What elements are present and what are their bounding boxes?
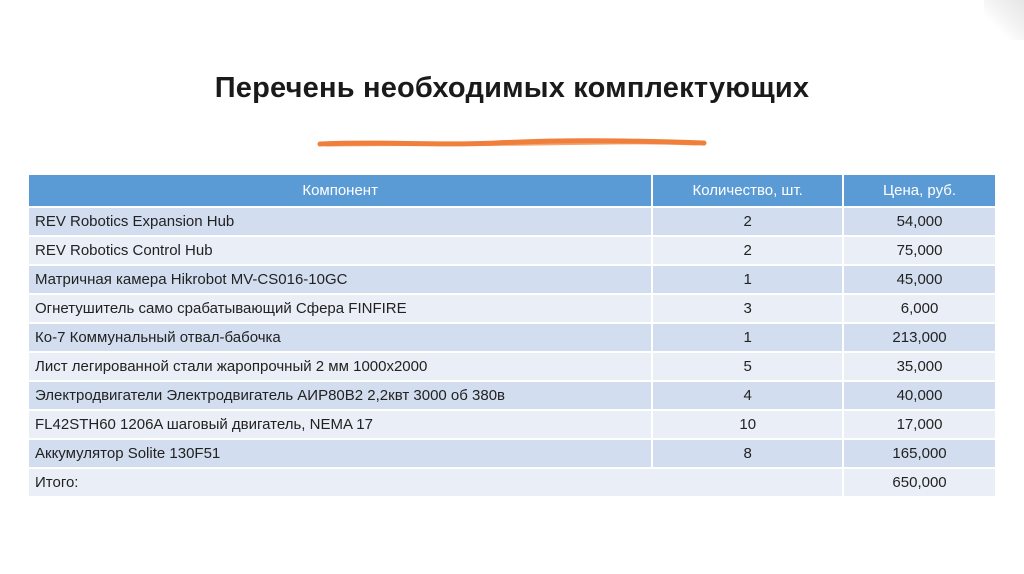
table-row — [28, 439, 996, 468]
slide-title: Перечень необходимых комплектующих — [214, 72, 810, 104]
cell-price: 6,000 — [843, 294, 996, 323]
header-price: Цена, руб. — [843, 174, 996, 207]
header-quantity: Количество, шт. — [652, 174, 843, 207]
cell-price: 165,000 — [843, 439, 996, 468]
cell-quantity: 10 — [652, 410, 843, 439]
table-row — [28, 265, 996, 294]
cell-price: 35,000 — [843, 352, 996, 381]
cell-quantity: 8 — [652, 439, 843, 468]
table-row — [28, 410, 996, 439]
cell-component: Электродвигатели Электродвигатель АИР80В2 2,2квт 3000 об 380в — [28, 381, 652, 410]
cell-price: 213,000 — [843, 323, 996, 352]
cell-price: 45,000 — [843, 265, 996, 294]
table-header-row — [28, 174, 996, 207]
cell-quantity: 1 — [652, 265, 843, 294]
total-price: 650,000 — [843, 468, 996, 497]
total-label: Итого: — [28, 468, 843, 497]
cell-quantity: 4 — [652, 381, 843, 410]
table-row — [28, 294, 996, 323]
table-row — [28, 323, 996, 352]
cell-price: 17,000 — [843, 410, 996, 439]
cell-component: Матричная камера Hikrobot MV-CS016-10GC — [28, 265, 652, 294]
cell-quantity: 3 — [652, 294, 843, 323]
cell-component: Огнетушитель само срабатывающий Сфера FINFIRE — [28, 294, 652, 323]
title-underline-stroke — [316, 136, 708, 150]
total-row — [28, 468, 996, 497]
cell-quantity: 2 — [652, 207, 843, 236]
table-row — [28, 352, 996, 381]
cell-price: 54,000 — [843, 207, 996, 236]
cell-price: 75,000 — [843, 236, 996, 265]
cell-price: 40,000 — [843, 381, 996, 410]
cell-component: FL42STH60 1206A шаговый двигатель, NEMA 17 — [28, 410, 652, 439]
cell-quantity: 5 — [652, 352, 843, 381]
page-curl-decoration — [984, 0, 1024, 40]
cell-component: Ко-7 Коммунальный отвал-бабочка — [28, 323, 652, 352]
table-row — [28, 207, 996, 236]
components-table — [27, 173, 997, 498]
table-row — [28, 381, 996, 410]
cell-component: Лист легированной стали жаропрочный 2 мм 1000х2000 — [28, 352, 652, 381]
cell-component: REV Robotics Control Hub — [28, 236, 652, 265]
header-component: Компонент — [28, 174, 652, 207]
cell-quantity: 2 — [652, 236, 843, 265]
table-row — [28, 236, 996, 265]
cell-quantity: 1 — [652, 323, 843, 352]
cell-component: Аккумулятор Solite 130F51 — [28, 439, 652, 468]
cell-component: REV Robotics Expansion Hub — [28, 207, 652, 236]
